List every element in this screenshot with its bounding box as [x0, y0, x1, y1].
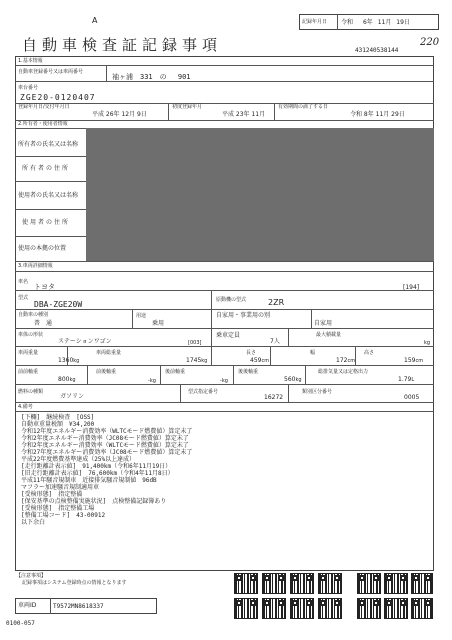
corner-mark: A: [92, 16, 98, 25]
expiry-label: 有効期間の満了する日: [278, 104, 329, 110]
displacement-label: 総排気量又は定格出力: [318, 369, 369, 375]
vehicle-id-value: T9572MN8618337: [53, 603, 104, 610]
rear-front-axle-unit: -kg: [220, 378, 228, 384]
remark-line: [受検形態] 指定整備工場: [21, 505, 95, 512]
reg-number-label: 自動車登録番号又は車両番号: [18, 69, 84, 75]
first-year-label: 初度登録年月: [172, 104, 203, 110]
max-load-label: 最大積載量: [316, 332, 342, 338]
owner-address-label: 所有者の住所: [22, 165, 71, 172]
kind-label: 自動車の種別: [18, 312, 49, 318]
section3-heading: 3.車両詳細情報: [18, 263, 53, 269]
user-address-label: 使用者の住所: [22, 219, 71, 226]
qr-code-icon: [318, 598, 342, 619]
remark-line: 令和27年度エネルギー消費効率（JC08モード燃費値）算定未了: [21, 449, 193, 456]
qr-code-icon: [290, 598, 314, 619]
rear-rear-axle-value: 560kg: [284, 376, 302, 383]
remark-line: 平成22年度燃費基準達成（25%以上達成）: [21, 456, 136, 463]
max-load-unit: kg: [424, 340, 431, 346]
remark-line: [受検形態] 指定整備: [21, 491, 83, 498]
remark-line: 自動車重量税額 ¥34,200: [21, 421, 95, 428]
remark-line: マフラー加速騒音規制適用車: [21, 484, 100, 491]
shape-value: ステーションワゴン: [58, 338, 112, 345]
page-title: 自動車検査証記録事項: [22, 36, 223, 54]
qr-code-icon: [357, 598, 381, 619]
section4-heading: 4.備考: [18, 404, 33, 410]
record-date-label: 記録年月日: [302, 19, 328, 25]
qr-code-icon: [262, 573, 286, 594]
model-value: DBA-ZGE20W: [34, 300, 83, 309]
handwritten-note: 220: [420, 37, 440, 48]
weight-label: 車両重量: [18, 350, 39, 356]
fuel-value: ガソリン: [60, 393, 85, 400]
user-name-label: 使用者の氏名又は名称: [18, 192, 79, 199]
qr-code-icon: [411, 598, 433, 619]
maker-value: トヨタ: [34, 283, 55, 291]
maker-label: 車名: [18, 279, 29, 285]
remark-line: [整備工場コード] 43-00912: [21, 512, 106, 519]
capacity-label: 乗車定員: [216, 332, 241, 339]
front-rear-axle-unit: -kg: [148, 378, 156, 384]
model-label: 型式: [18, 295, 29, 301]
shape-code: [003]: [188, 340, 202, 346]
remark-line: 令和12年度エネルギー消費効率（WLTCモード燃費値）算定未了: [21, 428, 193, 435]
remark-line: 令和2年度エネルギー消費効率（WLTCモード燃費値）算定未了: [21, 442, 189, 449]
engine-label: 原動機の型式: [216, 297, 247, 303]
remarks-list: [21, 414, 192, 526]
chassis-value: ZGE20-0120407: [20, 93, 96, 102]
length-value: 459cm: [250, 357, 270, 364]
displacement-value: 1.79L: [398, 376, 415, 383]
class-number-value: 0005: [404, 394, 420, 401]
remark-line: 令和2年度エネルギー消費効率（JC08モード燃費値）算定未了: [21, 435, 189, 442]
remark-line: 以下余白: [21, 519, 46, 526]
gross-label: 車両総重量: [96, 350, 122, 356]
maker-code: [194]: [403, 284, 420, 291]
remark-line: [保安基準の点検整備実施状況] 点検整備記録簿あり: [21, 498, 167, 505]
shape-label: 車体の形状: [18, 332, 44, 338]
document-number: 431240538144: [355, 47, 399, 54]
remark-line: [旧走行距離計表示値] 76,600km（令和4年11月8日）: [21, 470, 174, 477]
chassis-label: 車台番号: [18, 85, 39, 91]
front-front-axle-value: 800kg: [58, 376, 76, 383]
section2-heading: 2.所有者・使用者情報: [18, 121, 68, 127]
engine-value: 2ZR: [268, 298, 285, 307]
qr-code-icon: [234, 598, 258, 619]
rear-rear-axle-label: 後後軸重: [238, 369, 259, 375]
form-number: 0100-057: [6, 620, 35, 627]
width-label: 幅: [310, 350, 316, 356]
kind-value: 普 通: [34, 320, 53, 327]
expiry-value: 令和 8年 11月 29日: [350, 111, 405, 118]
record-date-value: 令和 6年 11月 19日: [341, 19, 410, 26]
class-number-label: 類別区分番号: [302, 389, 333, 395]
rear-front-axle-label: 後前軸重: [165, 369, 186, 375]
gross-value: 1745kg: [186, 357, 208, 364]
width-value: 172cm: [336, 357, 356, 364]
front-front-axle-label: 前前軸重: [18, 369, 39, 375]
qr-code-icon: [384, 573, 408, 594]
front-rear-axle-label: 前後軸重: [96, 369, 117, 375]
remark-line: 平成11年騒音規制車 近接排気騒音規制値 96dB: [21, 477, 157, 484]
qr-code-icon: [290, 573, 314, 594]
height-value: 159cm: [404, 357, 424, 364]
notice-heading: 【注意事項】: [16, 573, 47, 579]
reg-number-value: 袖ヶ浦 331 の 901: [112, 73, 191, 81]
qr-code-icon: [262, 598, 286, 619]
redaction-block: [86, 128, 434, 261]
use-label: 用途: [136, 313, 147, 319]
private-label: 自家用・事業用の別: [216, 312, 271, 319]
qr-code-icon: [318, 573, 342, 594]
first-year-value: 平成 23年 11月: [222, 111, 266, 118]
remark-line: [下欄] 継続検査 [OSS]: [21, 414, 95, 421]
section1-heading: 1.基本情報: [18, 58, 43, 64]
qr-code-icon: [384, 598, 408, 619]
remark-line: [走行距離計表示値] 91,400km（令和6年11月19日）: [21, 463, 172, 470]
first-reg-label: 登録年月日/交付年月日: [18, 104, 70, 110]
weight-value: 1360kg: [58, 357, 80, 364]
first-reg-value: 平成 26年 12月 9日: [92, 111, 147, 118]
owner-name-label: 所有者の氏名又は名称: [18, 141, 79, 148]
use-value: 乗用: [152, 320, 165, 327]
capacity-value: 7人: [270, 338, 280, 345]
fuel-label: 燃料の種類: [18, 389, 44, 395]
qr-code-icon: [234, 573, 258, 594]
type-number-value: 16272: [264, 394, 284, 401]
base-location-label: 使用の本拠の位置: [18, 245, 67, 252]
qr-code-icon: [357, 573, 381, 594]
length-label: 長さ: [246, 350, 257, 356]
height-label: 高さ: [364, 350, 375, 356]
notice-text: 記録事項はシステム登録時点の情報となります: [22, 580, 127, 586]
vehicle-id-label: 車両ID: [18, 602, 37, 609]
qr-code-icon: [411, 573, 433, 594]
private-value: 自家用: [314, 320, 333, 327]
type-number-label: 型式指定番号: [188, 389, 219, 395]
